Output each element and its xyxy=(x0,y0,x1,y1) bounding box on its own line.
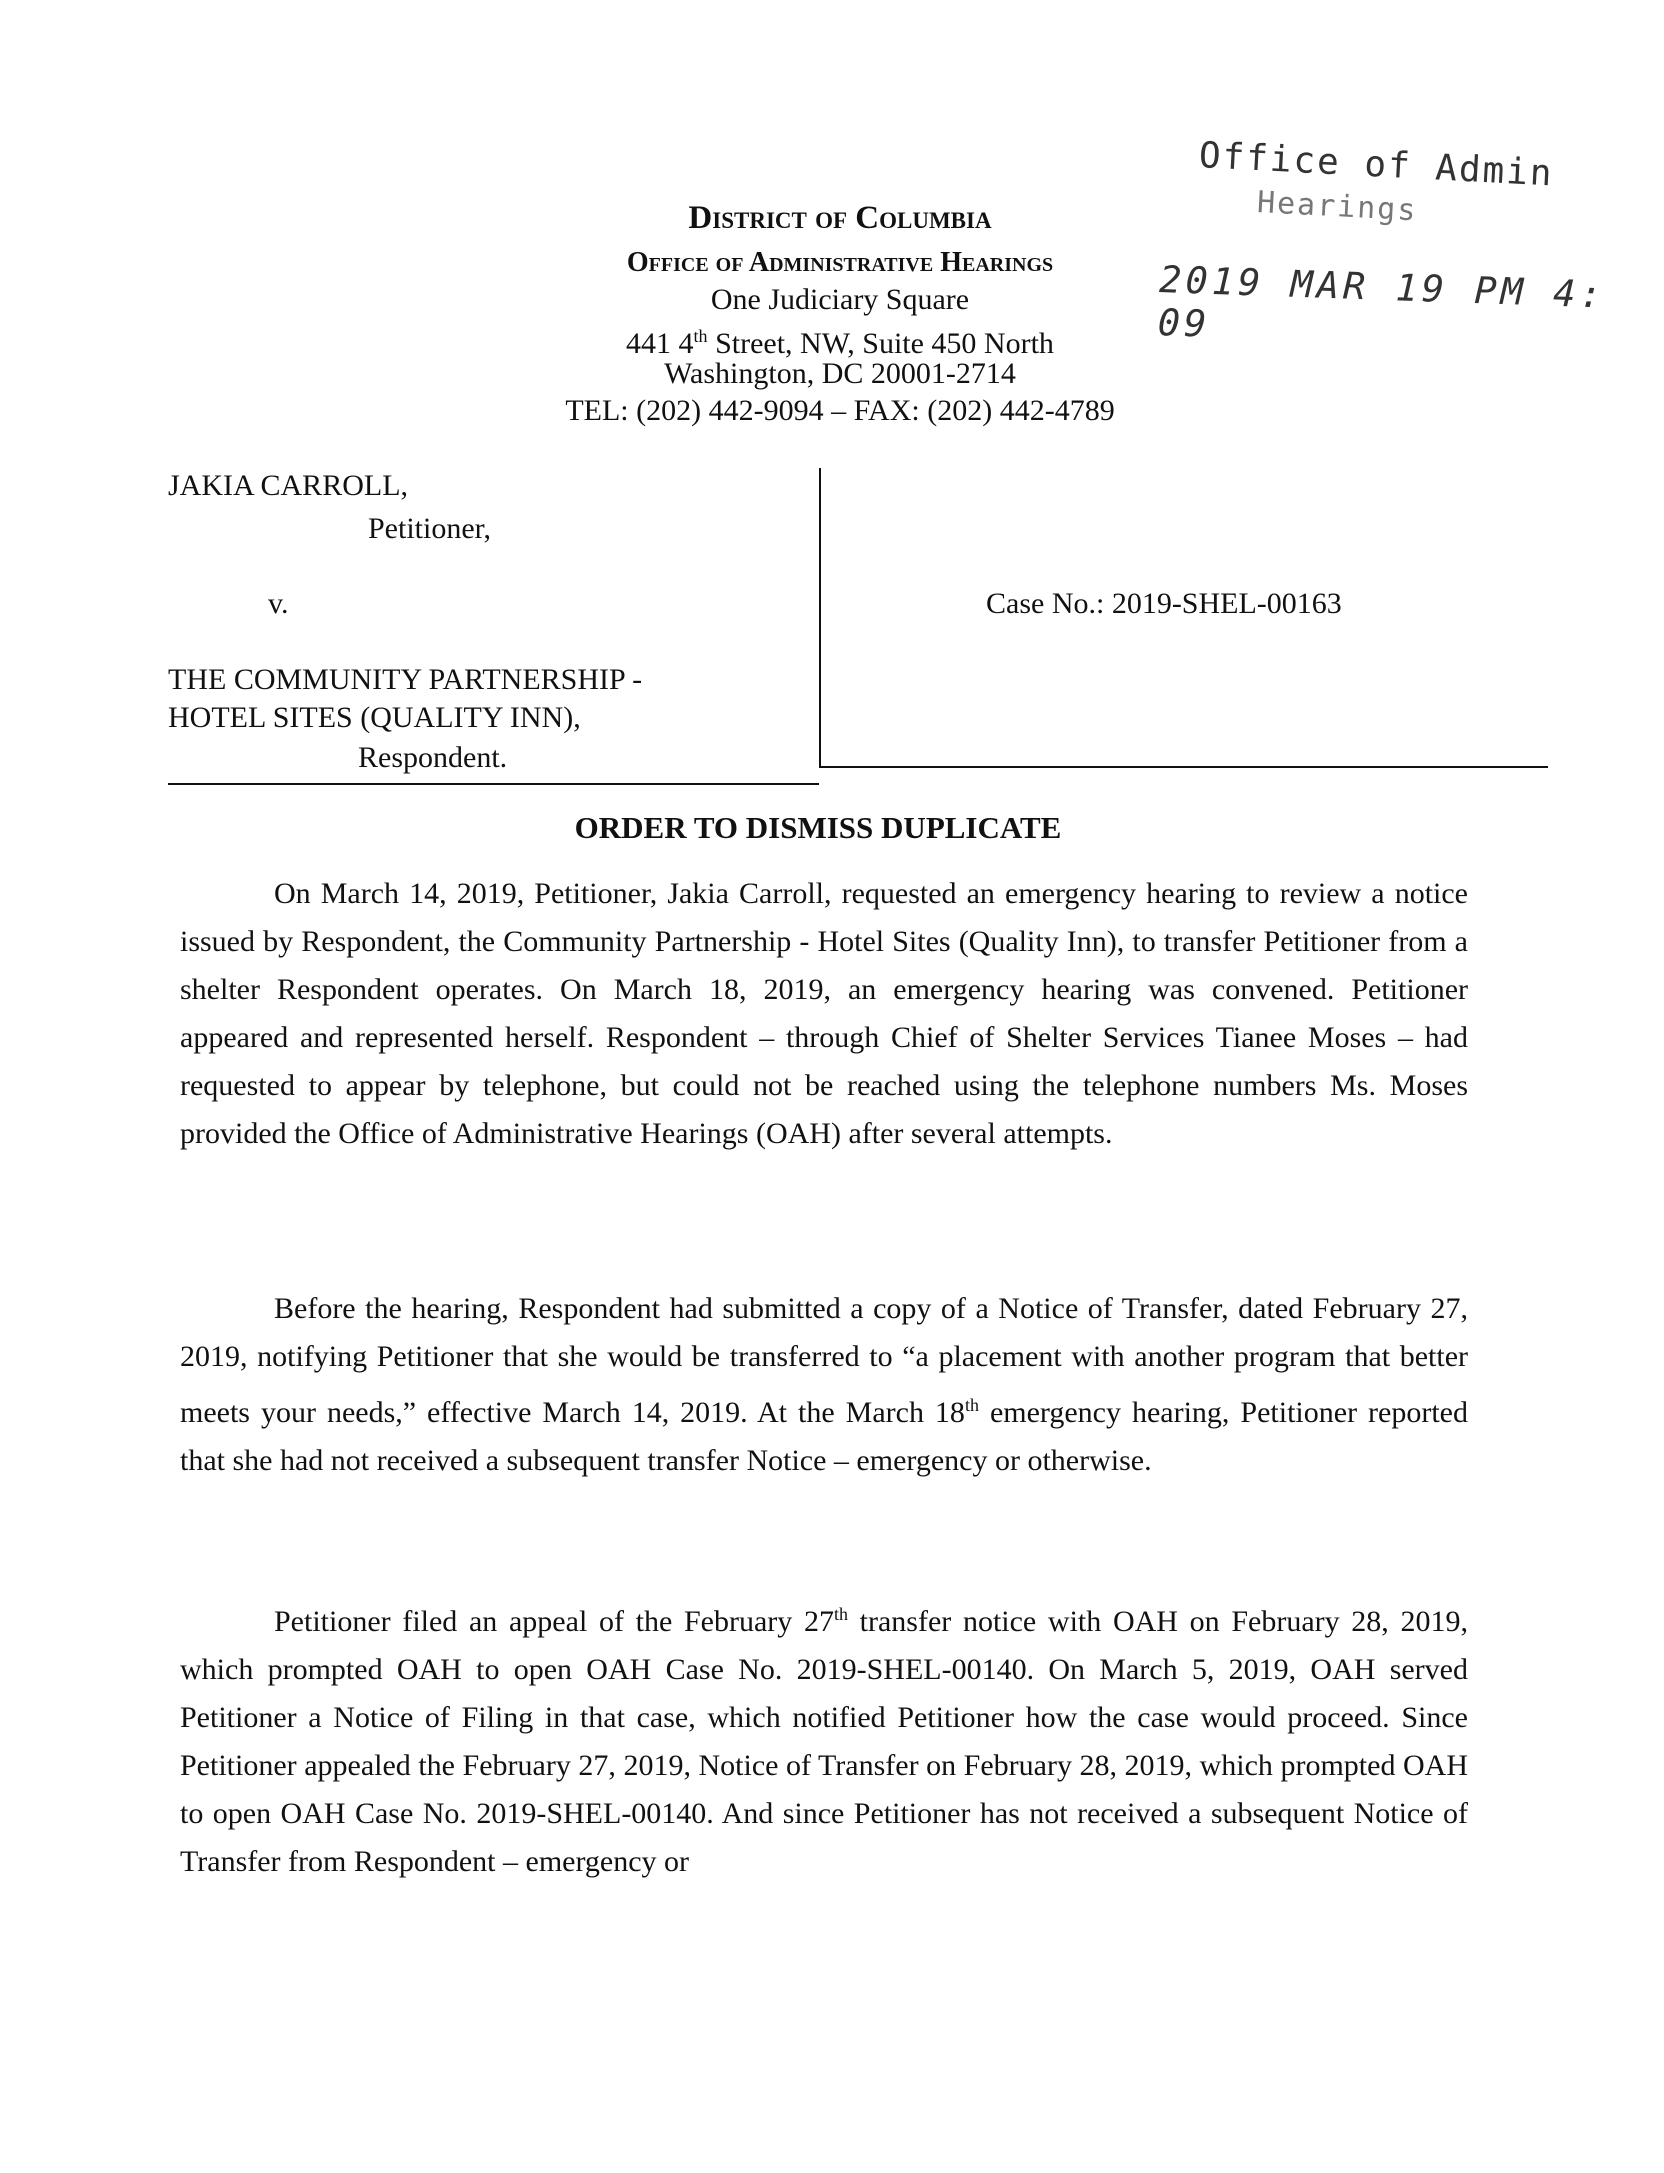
address-line-3: Washington, DC 20001-2714 xyxy=(664,357,1016,390)
address-line-1: One Judiciary Square xyxy=(710,283,970,316)
petitioner-role: Petitioner, xyxy=(368,512,491,545)
versus-label: v. xyxy=(268,587,289,620)
body-paragraph-3: Petitioner filed an appeal of the February 27th transfer notice with OAH on February 28, 2019, which prompted OAH to open OAH Case No. 2019-SHEL-00140. On March 5, 2019, OAH served Petitioner a Notice of Filing in that case, which notified Petitioner how the case would proceed. Since Petitioner appealed the February 27, 2019, Notice of Transfer on February 28, 2019, which prompted OAH to open OAH Case No. 2019-SHEL-00140. And since Petitioner has not received a subsequent Notice of Transfer from Respondent – emergency or xyxy=(180,1604,1468,1878)
caption-rule-left xyxy=(168,783,819,785)
received-stamp-office: Office of Admin xyxy=(1197,135,1555,195)
jurisdiction-heading: District of Columbia xyxy=(688,200,992,236)
caption-divider-vertical xyxy=(819,468,821,768)
received-stamp-hearings: Hearings xyxy=(1256,185,1419,229)
respondent-name-line-1: THE COMMUNITY PARTNERSHIP - xyxy=(168,663,643,696)
body-paragraph-1: On March 14, 2019, Petitioner, Jakia Carroll, requested an emergency hearing to review a notice issued by Respondent, the Community Partnership - Hotel Sites (Quality Inn), to transfer Petitioner from a shelter Respondent operates. On March 18, 2019, an emergency hearing was convened. Petitioner appeared and represented herself. Respondent – through Chief of Shelter Services Tianee Moses – had requested to appear by telephone, but could not be reached using the telephone numbers Ms. Moses provided the Office of Administrative Hearings (OAH) after several attempts. xyxy=(180,877,1468,1150)
respondent-role: Respondent. xyxy=(358,741,508,774)
case-number: Case No.: 2019-SHEL-00163 xyxy=(986,587,1342,620)
document-title: ORDER TO DISMISS DUPLICATE xyxy=(574,810,1062,845)
contact-line: TEL: (202) 442-9094 – FAX: (202) 442-4789 xyxy=(565,394,1115,427)
respondent-name-line-2: HOTEL SITES (QUALITY INN), xyxy=(168,701,581,734)
petitioner-name: JAKIA CARROLL, xyxy=(168,469,409,502)
received-stamp-date: 2019 MAR 19 PM 4: 09 xyxy=(1156,258,1607,346)
office-heading: Office of Administrative Hearings xyxy=(626,247,1054,278)
address-line-2: 441 4th Street, NW, Suite 450 North xyxy=(626,326,1054,360)
body-paragraph-2: Before the hearing, Respondent had submitted a copy of a Notice of Transfer, dated February 27, 2019, notifying Petitioner that she would be transferred to “a placement with another program that better meets your needs,” effective March 14, 2019. At the March 18th emergency hearing, Petitioner reported that she had not received a subsequent transfer Notice – emergency or otherwise. xyxy=(180,1292,1469,1477)
caption-rule-right xyxy=(819,766,1548,768)
